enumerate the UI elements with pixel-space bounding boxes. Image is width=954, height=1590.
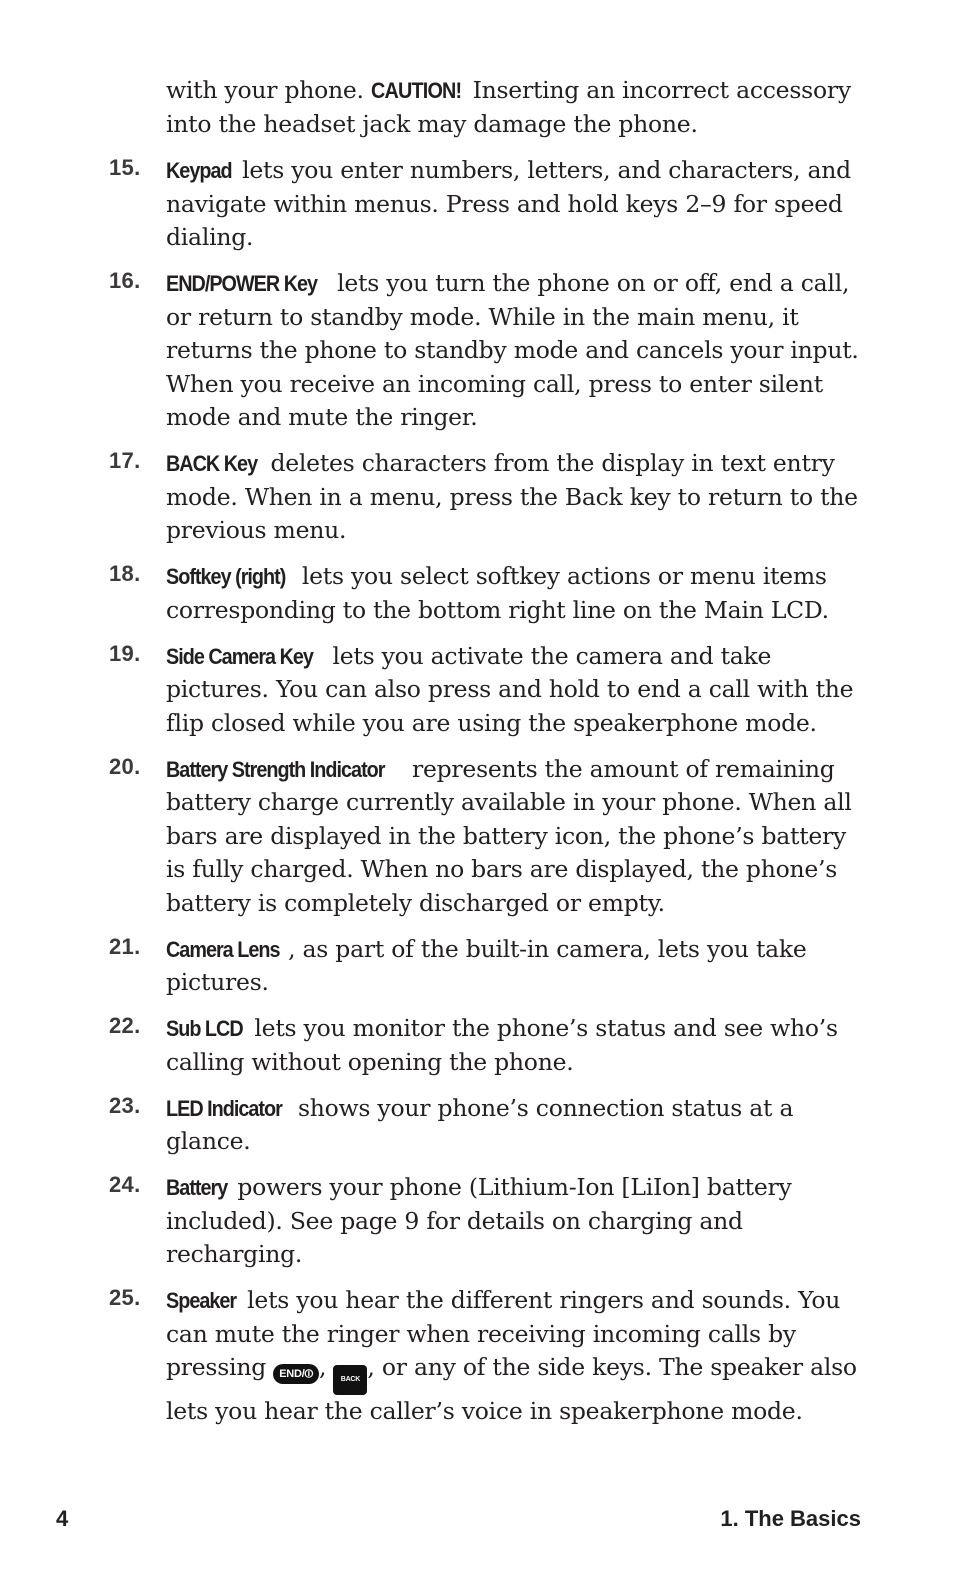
item-number: 25.: [109, 1285, 141, 1310]
list-item: [0, 447, 954, 548]
item-number: 18.: [109, 561, 141, 586]
item-term: Sub LCD: [166, 1016, 243, 1041]
item-text-separator: ,: [318, 1353, 334, 1381]
item-number: 20.: [109, 753, 141, 779]
intro-paragraph: [166, 74, 866, 141]
item-description: [166, 267, 866, 435]
item-text: powers your phone (Lithium-Ion [LiIon] battery included). See page 9 for details on charging and recharging.: [166, 1173, 792, 1268]
item-number: 16.: [109, 268, 141, 293]
item-description: [166, 640, 866, 741]
item-number: 19.: [109, 640, 141, 666]
intro-text-before: with your phone.: [166, 76, 372, 104]
item-term: Battery Strength Indicator: [166, 756, 385, 782]
list-item: [0, 640, 954, 741]
item-term: Battery: [166, 1175, 228, 1200]
item-text: deletes characters from the display in text entry mode. When in a menu, press the Back key to return to the previous menu.: [166, 449, 858, 544]
item-text: shows your phone’s connection status at a glance.: [166, 1093, 794, 1155]
item-text: lets you monitor the phone’s status and see who’s calling without opening the phone.: [166, 1014, 838, 1076]
end-power-key-icon: END/⏼: [273, 1364, 319, 1384]
item-term: END/POWER Key: [166, 271, 318, 296]
page-number: 4: [56, 1506, 69, 1531]
item-text: , as part of the built-in camera, lets you take pictures.: [166, 934, 807, 996]
item-description: [166, 560, 866, 627]
item-term: Softkey (right): [166, 564, 286, 589]
item-text: lets you enter numbers, letters, and characters, and navigate within menus. Press and hold keys 2–9 for speed dialing.: [166, 156, 851, 251]
list-item: [0, 1171, 954, 1272]
item-number: 24.: [109, 1172, 141, 1197]
item-term: BACK Key: [166, 451, 258, 476]
item-description: [166, 1092, 866, 1159]
list-item: [0, 753, 954, 921]
item-number: 23.: [109, 1092, 141, 1118]
item-text: represents the amount of remaining battery charge currently available in your phone. When all bars are displayed in the battery icon, the phone’s battery is fully charged. When no bars are displayed, the phone’s battery is completely discharged or empty.: [166, 754, 852, 917]
item-description: [166, 1284, 866, 1429]
item-term: Speaker: [166, 1288, 237, 1313]
list-item: [0, 560, 954, 627]
back-key-icon: BACK: [333, 1365, 367, 1395]
item-text-continued: , or any of the side keys. The speaker also lets you hear the caller’s voice in speakerphone mode.: [166, 1353, 857, 1425]
feature-list: [0, 154, 954, 1441]
list-item: [0, 267, 954, 435]
item-description: [166, 154, 866, 255]
item-text: lets you turn the phone on or off, end a call, or return to standby mode. While in the main menu, it returns the phone to standby mode and cancels your input. When you receive an incoming call, press to enter silent mode and mute the ringer.: [166, 269, 859, 431]
list-item: [0, 1012, 954, 1079]
item-term: Keypad: [166, 158, 232, 183]
item-description: [166, 447, 866, 548]
item-description: [166, 1012, 866, 1079]
caution-label: CAUTION!: [371, 78, 462, 103]
list-item: [0, 1092, 954, 1159]
list-item: [0, 933, 954, 1000]
item-number: 15.: [109, 155, 141, 180]
section-title: 1. The Basics: [720, 1506, 861, 1531]
item-term: Side Camera Key: [166, 643, 313, 669]
list-item: [0, 154, 954, 255]
item-number: 17.: [109, 448, 141, 473]
item-description: [166, 933, 866, 1000]
item-term: LED Indicator: [166, 1095, 282, 1121]
item-number: 21.: [109, 933, 141, 959]
item-description: [166, 1171, 866, 1272]
item-text: lets you activate the camera and take pictures. You can also press and hold to end a call with the flip closed while you are using the speakerphone mode.: [166, 641, 854, 737]
item-text: lets you select softkey actions or menu items corresponding to the bottom right line on the Main LCD.: [166, 562, 829, 624]
item-number: 22.: [109, 1013, 141, 1038]
list-item: [0, 1284, 954, 1429]
item-text: lets you hear the different ringers and sounds. You can mute the ringer when receiving incoming calls by pressing: [166, 1286, 841, 1381]
item-term: Camera Lens: [166, 936, 280, 962]
intro-text-after: Inserting an incorrect accessory into the headset jack may damage the phone.: [166, 76, 851, 138]
item-description: [166, 753, 866, 921]
